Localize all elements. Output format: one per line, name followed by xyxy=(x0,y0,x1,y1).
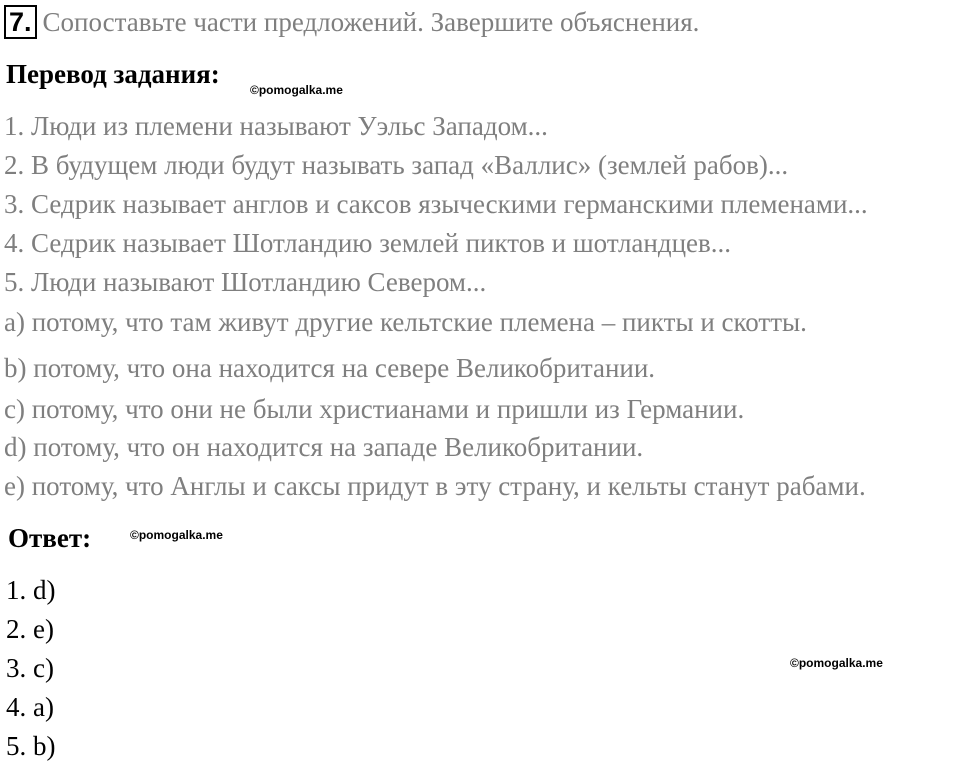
ending-e: e) потому, что Англы и саксы придут в эту страну, и кельты станут рабами. xyxy=(4,471,866,501)
translation-heading: Перевод задания: xyxy=(6,59,220,89)
answer-heading: Ответ: xyxy=(8,523,92,553)
sentence-1: 1. Люди из племени называют Уэльс Западом... xyxy=(4,111,548,141)
watermark-side: ©pomogalka.me xyxy=(790,656,883,670)
answer-item-2: 2. e) xyxy=(6,614,54,644)
answer-item-1: 1. d) xyxy=(6,575,56,605)
task-instruction: Сопоставьте части предложений. Завершите объяснения. xyxy=(42,6,700,37)
task-number-box: 7. xyxy=(4,5,37,39)
answer-item-5: 5. b) xyxy=(6,731,56,761)
answer-item-4: 4. a) xyxy=(6,692,54,722)
ending-b: b) потому, что она находится на севере Великобритании. xyxy=(4,353,656,383)
ending-c: c) потому, что они не были христианами и пришли из Германии. xyxy=(4,394,745,424)
watermark-answer: ©pomogalka.me xyxy=(130,528,223,542)
sentence-5: 5. Люди называют Шотландию Севером... xyxy=(4,267,487,297)
ending-a: a) потому, что там живут другие кельтские племена – пикты и скотты. xyxy=(4,307,807,337)
sentence-2: 2. В будущем люди будут называть запад «Валлис» (землей рабов)... xyxy=(4,150,789,180)
answer-item-3: 3. c) xyxy=(6,653,54,683)
watermark-translation: ©pomogalka.me xyxy=(250,83,343,97)
task-header xyxy=(4,4,699,40)
sentence-3: 3. Седрик называет англов и саксов языческими германскими племенами... xyxy=(4,189,868,219)
sentence-4: 4. Седрик называет Шотландию землей пиктов и шотландцев... xyxy=(4,228,732,258)
ending-d: d) потому, что он находится на западе Великобритании. xyxy=(4,432,644,462)
